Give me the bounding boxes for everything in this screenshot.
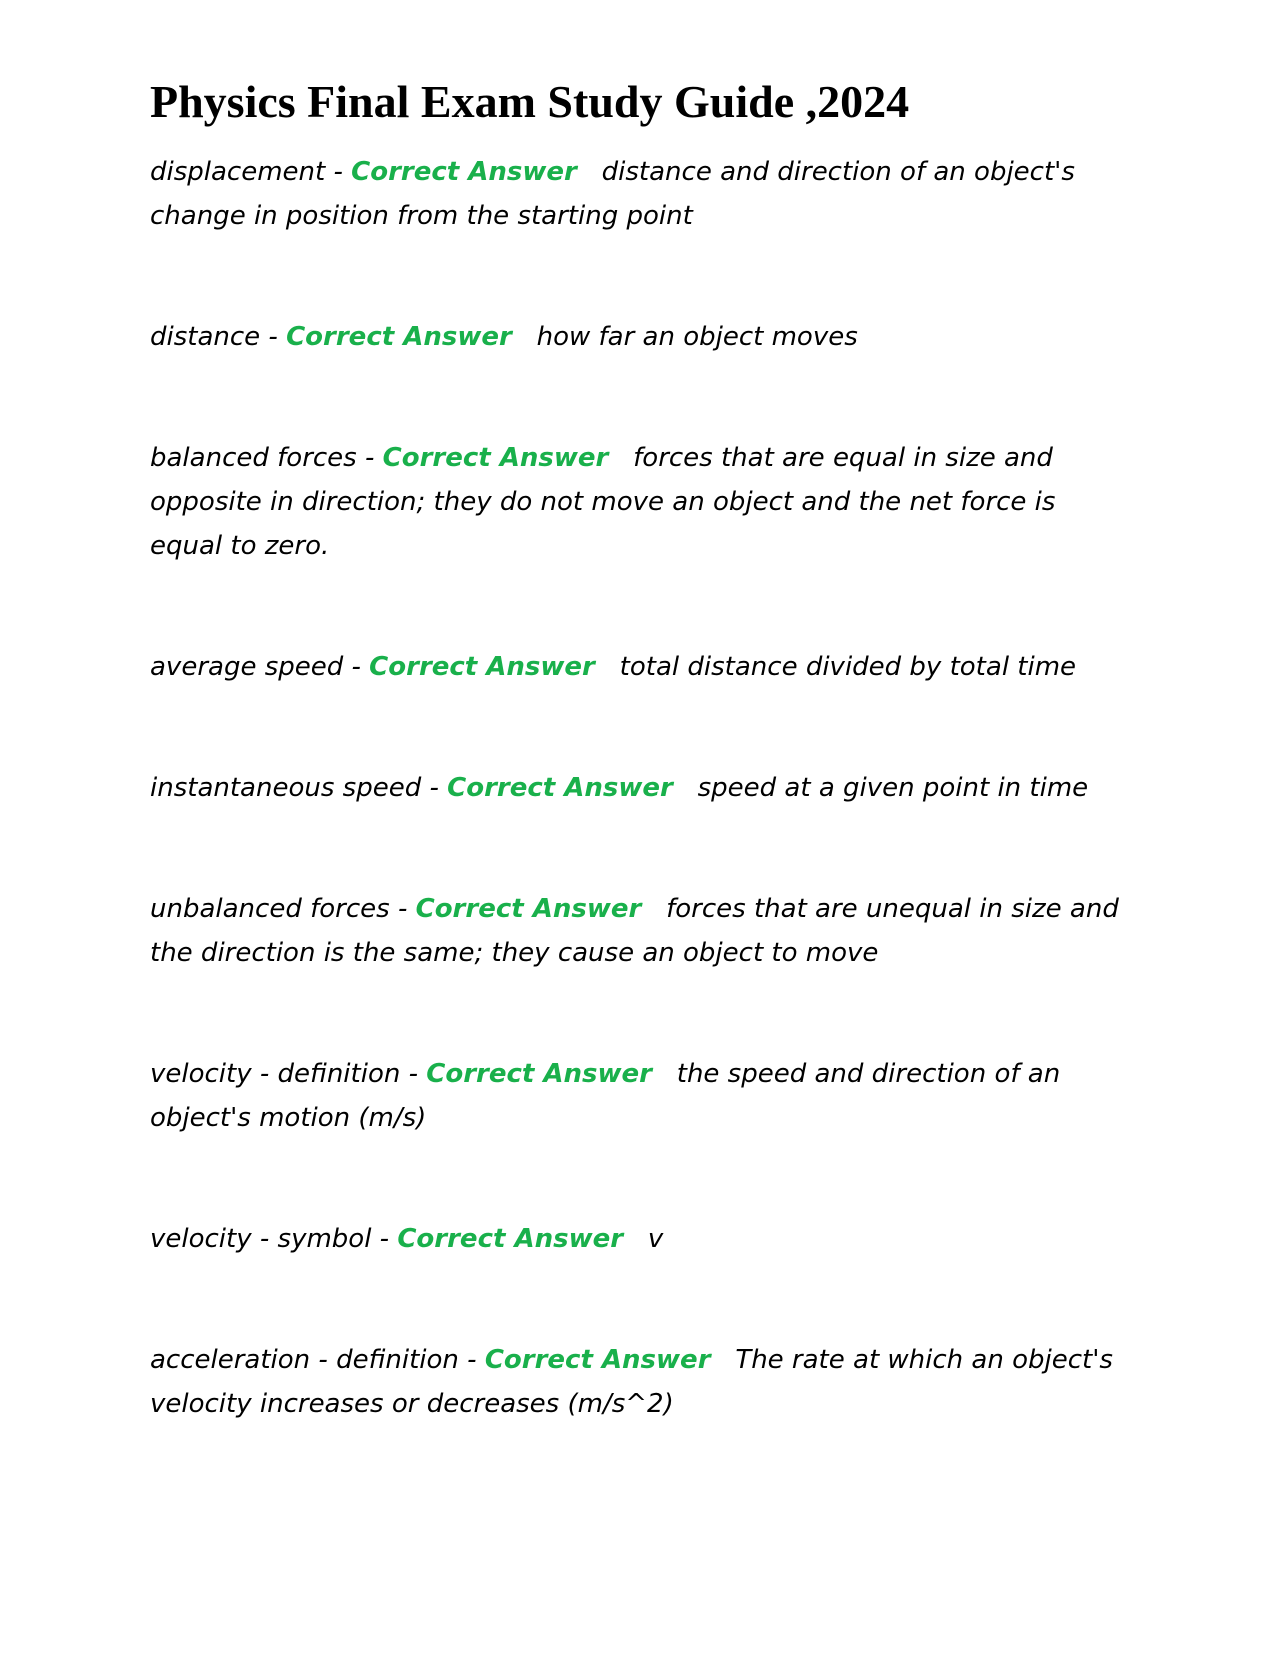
correct-answer-label: Correct Answer (286, 322, 512, 352)
definition: speed at a given point in time (697, 773, 1089, 803)
flashcard-entry: displacement - Correct Answer distance and direction of an object's change in position from the starting point (150, 157, 1075, 231)
flashcard-entry: velocity - definition - Correct Answer the speed and direction of an object's motion (m/s) (150, 1059, 1061, 1133)
correct-answer-label: Correct Answer (447, 773, 673, 803)
document-page (150, 74, 1130, 1503)
definition: how far an object moves (536, 322, 858, 352)
flashcard-entry: average speed - Correct Answer total distance divided by total time (150, 652, 1077, 682)
correct-answer-label: Correct Answer (351, 157, 577, 187)
flashcard-entry: unbalanced forces - Correct Answer forces that are unequal in size and the direction is the same; they cause an object to move (150, 894, 1119, 968)
flashcard-entry: acceleration - definition - Correct Answer The rate at which an object's velocity increases or decreases (m/s^2) (150, 1345, 1113, 1419)
correct-answer-label: Correct Answer (484, 1345, 711, 1375)
term: displacement (150, 157, 326, 187)
term: acceleration - definition (150, 1345, 459, 1375)
flashcard-entry: distance - Correct Answer how far an object moves (150, 322, 858, 352)
term: instantaneous speed (150, 773, 422, 803)
correct-answer-label: Correct Answer (415, 894, 642, 924)
flashcard-entry: instantaneous speed - Correct Answer speed at a given point in time (150, 773, 1089, 803)
correct-answer-label: Correct Answer (397, 1224, 624, 1254)
definition: The rate at which an object's velocity increases or decreases (m/s^2) (150, 1345, 1113, 1419)
correct-answer-label: Correct Answer (369, 652, 595, 682)
page-title: Physics Final Exam Study Guide ,2024 (150, 76, 910, 127)
term: unbalanced forces (150, 894, 390, 924)
term: velocity - definition (150, 1059, 401, 1089)
correct-answer-label: Correct Answer (426, 1059, 652, 1089)
flashcard-entry: balanced forces - Correct Answer forces that are equal in size and opposite in direction; they do not move an object and the net force is equal to zero. (150, 443, 1056, 561)
term: balanced forces (150, 443, 357, 473)
definition: distance and direction of an object's change in position from the starting point (150, 157, 1075, 231)
term: average speed (150, 652, 344, 682)
term: velocity - symbol (150, 1224, 372, 1254)
flashcard-entry: velocity - symbol - Correct Answer v (150, 1224, 664, 1254)
correct-answer-label: Correct Answer (382, 443, 609, 473)
definition: total distance divided by total time (619, 652, 1077, 682)
definition: the speed and direction of an object's motion (m/s) (150, 1059, 1061, 1133)
definition: v (647, 1224, 664, 1254)
definition: forces that are unequal in size and the direction is the same; they cause an object to move (150, 894, 1119, 968)
term: distance (150, 322, 261, 352)
definition: forces that are equal in size and opposite in direction; they do not move an object and the net force is equal to zero. (150, 443, 1056, 561)
